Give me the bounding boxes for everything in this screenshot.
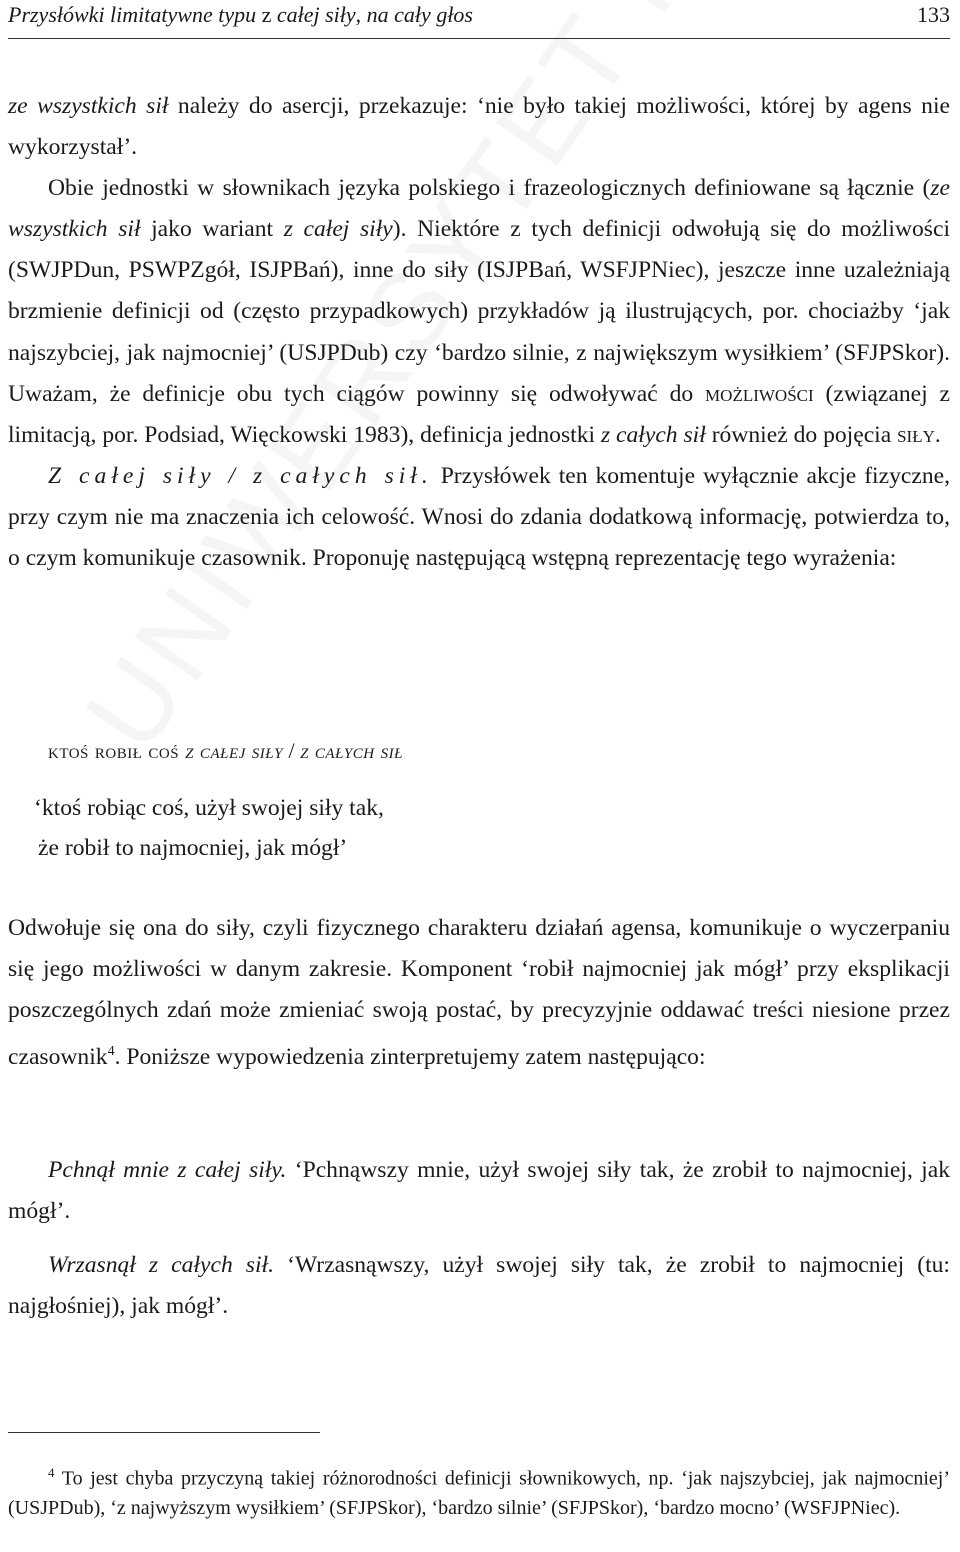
explication [34, 788, 384, 868]
paragraph-4: Odwołuje się ona do siły, czyli fizycznego charakteru działań agensa, komunikuje o wyczerpaniu się jego możliwości w danym zakresie. Komponent ‘robił najmocniej jak mógł’ przy eksplikacji poszczególnych zdań może zmieniać swoją postać, by precyzyjnie oddawać treści niesione przez czasownik$^4$. Poniższe wypowiedzenia zinterpretujemy zatem następująco: [8, 915, 950, 1071]
footnote-rule [8, 1432, 320, 1433]
page-number: 133 [917, 2, 950, 27]
running-header [8, 0, 950, 39]
footnote-ref[interactable]: 4 [107, 1044, 115, 1060]
footnote: $^4$ To jest chyba przyczyną takiej różnorodności definicji słownikowych, np. ‘jak najszybciej, jak najmocniej’ (USJPDub), ‘z najwyższym wysiłkiem’ (SFJPSkor), ‘bardzo silnie’ (SFJPSkor), ‘bardzo mocno’ (WSFJPNiec). [8, 1465, 950, 1519]
example-1: Pchnął mnie z całej siły. ‘Pchnąwszy mnie, użył swojej siły tak, że zrobił to najmocniej, jak mógł’. [8, 1157, 950, 1225]
semantic-formula: ktoś robił coś z całej siły / z całych sił [48, 738, 403, 763]
paragraph-2: Obie jednostki w słownikach języka polskiego i frazeologicznych definiowane są łącznie (ze wszystkich sił jako wariant z całej siły). Niektóre z tych definicji odwołują się do możliwości (SWJPDun, PSWPZgół, ISJPBań), inne do siły (ISJPBań, WSFJPNiec), jeszcze inne uzależniają brzmienie definicji od (często przypadkowych) przykładów ją ilustrujących, por. chociażby ‘jak najszybciej, jak najmocniej’ (USJPDub) czy ‘bardzo silnie, z największym wysiłkiem’ (SFJPSkor). Uważam, że definicje obu tych ciągów powinny się odwoływać do możliwości (związanej z limitacją, por. Podsiad, Więckowski 1983), definicja jednostki z całych sił również do pojęcia siły. [8, 175, 950, 448]
explication-line-2: że robił to najmocniej, jak mógł’ [38, 835, 348, 861]
header-title: Przysłówki limitatywne typu z całej siły, na cały głos [8, 2, 473, 27]
footnote-number: 4 [48, 1465, 55, 1480]
explication-line-1: ‘ktoś robiąc coś, użył swojej siły tak, [34, 795, 384, 821]
paragraph-3: Z całej siły / z całych sił. Przysłówek ten komentuje wyłącznie akcje fizyczne, przy czym nie ma znaczenia ich celowość. Wnosi do zdania dodatkową informację, potwierdza to, o czym komunikuje czasownik. Proponuję następującą wstępną reprezentację tego wyrażenia: [8, 462, 950, 572]
paragraph-1: ze wszystkich sił należy do asercji, przekazuje: ‘nie było takiej możliwości, której by agens nie wykorzystał’. [8, 93, 951, 161]
main-paragraph [8, 86, 950, 579]
example-2: Wrzasnął z całych sił. ‘Wrzasnąwszy, użył swojej siły tak, że zrobił to najmocniej (tu: najgłośniej), jak mógł’. [8, 1252, 950, 1320]
